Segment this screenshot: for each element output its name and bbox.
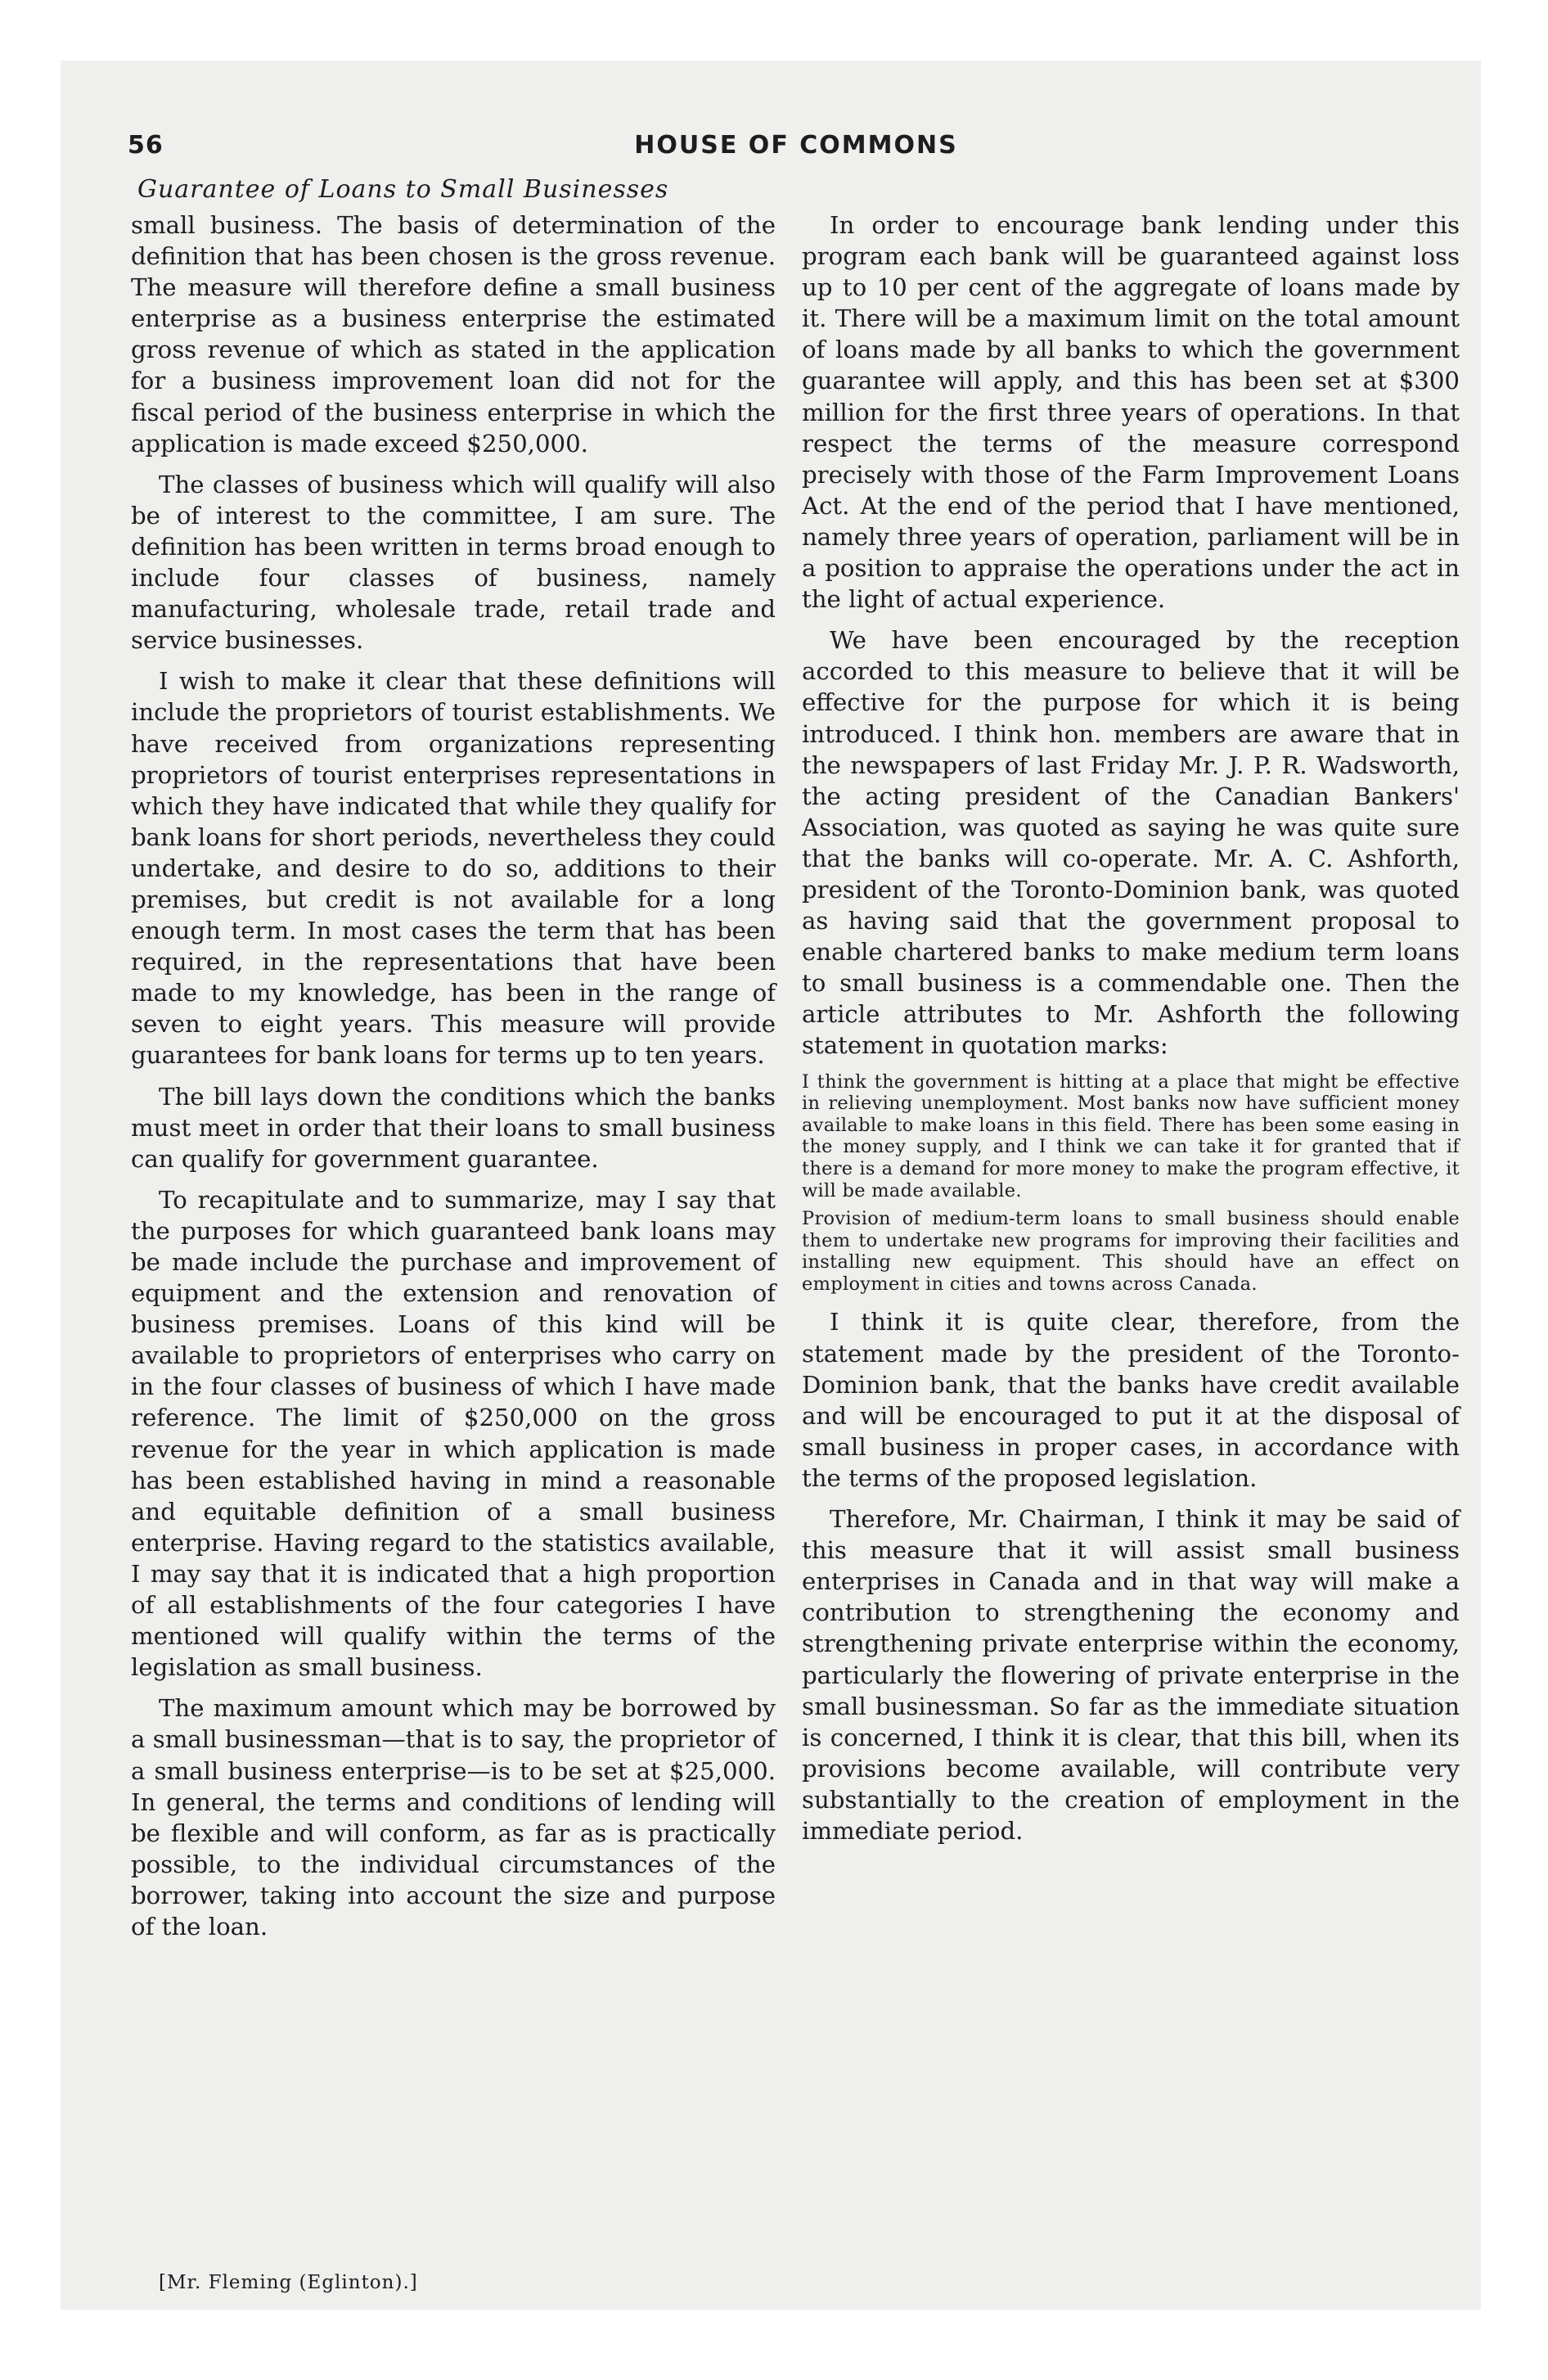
paragraph: Therefore, Mr. Chairman, I think it may be said of this measure that it will assist small business enterprises in Canada and in that way will make a contribution to strengthening the economy and strengthening private enterprise within the economy, particularly the flowering of private enterprise in the small businessman. So far as the immediate situation is concerned, I think it is clear, that this bill, when its provisions become available, will contribute very substantially to the creation of employment in the immediate period. <box>802 1505 1460 1845</box>
page-header <box>128 131 1465 172</box>
paragraph: In order to encourage bank lending under this program each bank will be guaranteed against loss up to 10 per cent of the aggregate of loans made by it. There will be a maximum limit on the total amount of loans made by all banks to which the government guarantee will apply, and this has been set at $300 million for the first three years of operations. In that respect the terms of the measure correspond precisely with those of the Farm Improvement Loans Act. At the end of the period that I have mentioned, namely three years of operation, parliament will be in a position to appraise the operations under the act in the light of actual experience. <box>802 211 1460 614</box>
paragraph: I wish to make it clear that these definitions will include the proprietors of tourist establishments. We have received from organizations representing proprietors of tourist enterprises representations in which they have indicated that while they qualify for bank loans for short periods, nevertheless they could undertake, and desire to do so, additions to their premises, but credit is not available for a long enough term. In most cases the term that has been required, in the representations that have been made to my knowledge, has been in the range of seven to eight years. This measure will provide guarantees for bank loans for terms up to ten years. <box>131 667 776 1070</box>
paragraph: small business. The basis of determination of the definition that has been chosen is the gross revenue. The measure will therefore define a small business enterprise as a business enterprise the estimated gross revenue of which as stated in the application for a business improvement loan did not for the fiscal period of the business enterprise in which the application is made exceed $250,000. <box>131 211 776 458</box>
paragraph: We have been encouraged by the reception accorded to this measure to believe that it will be effective for the purpose for which it is being introduced. I think hon. members are aware that in the newspapers of last Friday Mr. J. P. R. Wadsworth, the acting president of the Canadian Bankers' Association, was quoted as saying he was quite sure that the banks will co-operate. Mr. A. C. Ashforth, president of the Toronto-Dominion bank, was quoted as having said that the government proposal to enable chartered banks to make medium term loans to small business is a commendable one. Then the article attributes to Mr. Ashforth the following statement in quotation marks: <box>802 626 1460 1060</box>
quote-paragraph: I think the government is hitting at a place that might be effective in relieving unemployment. Most banks now have sufficient money available to make loans in this field. There has been some easing in the money supply, and I think we can take it for granted that if there is a demand for more money to make the program effective, it will be made available. <box>802 1071 1460 1201</box>
paragraph: The maximum amount which may be borrowed by a small businessman—that is to say, the proprietor of a small business enterprise—is to be set at $25,000. In general, the terms and conditions of lending will be flexible and will conform, as far as is practically possible, to the individual circumstances of the borrower, taking into account the size and purpose of the loan. <box>131 1694 776 1941</box>
right-column <box>802 210 1460 1856</box>
block-quote <box>802 1071 1460 1296</box>
speaker-attribution: [Mr. Fleming (Eglinton).] <box>159 2272 418 2293</box>
paragraph: I think it is quite clear, therefore, from the statement made by the president of the Toronto-Dominion bank, that the banks have credit available and will be encouraged to put it at the disposal of small business in proper cases, in accordance with the terms of the proposed legislation. <box>802 1308 1460 1492</box>
section-subtitle: Guarantee of Loans to Small Businesses <box>137 175 669 204</box>
page-number: 56 <box>128 131 164 160</box>
left-column <box>131 210 776 1952</box>
running-title: HOUSE OF COMMONS <box>634 131 958 160</box>
paragraph: The bill lays down the conditions which the banks must meet in order that their loans to small business can qualify for government guarantee. <box>131 1082 776 1173</box>
paragraph: To recapitulate and to summarize, may I say that the purposes for which guaranteed bank loans may be made include the purchase and improvement of equipment and the extension and renovation of business premises. Loans of this kind will be available to proprietors of enterprises who carry on in the four classes of business of which I have made reference. The limit of $250,000 on the gross revenue for the year in which application is made has been established having in mind a reasonable and equitable definition of a small business enterprise. Having regard to the statistics available, I may say that it is indicated that a high proportion of all establishments of the four categories I have mentioned will qualify within the terms of the legislation as small business. <box>131 1185 776 1682</box>
quote-paragraph: Provision of medium-term loans to small business should enable them to undertake new programs for improving their facilities and installing new equipment. This should have an effect on employment in cities and towns across Canada. <box>802 1208 1460 1295</box>
paragraph: The classes of business which will qualify will also be of interest to the committee, I am sure. The definition has been written in terms broad enough to include four classes of business, namely manufacturing, wholesale trade, retail trade and service businesses. <box>131 470 776 655</box>
